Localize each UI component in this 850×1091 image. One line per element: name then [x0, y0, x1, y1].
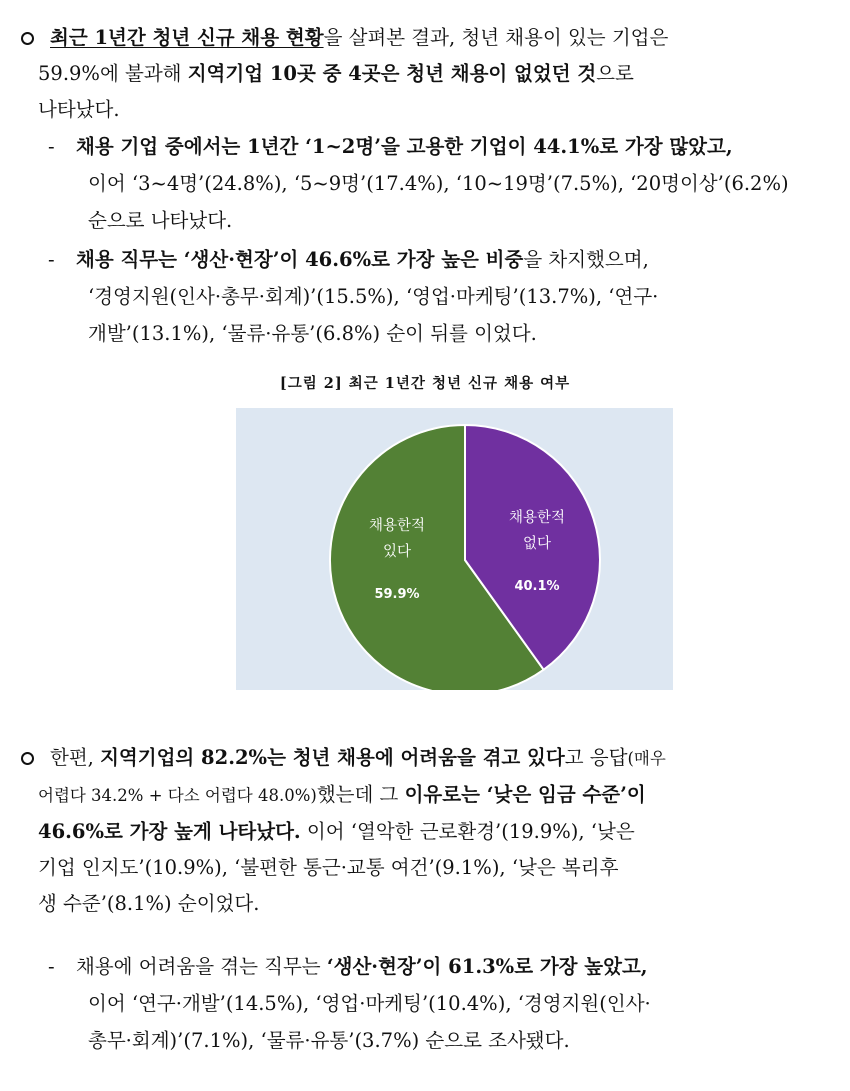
body-text: (매우: [627, 749, 666, 768]
slice-value-label: 40.1%: [514, 579, 560, 594]
highlight-text: 청년 채용이 없었던 것: [406, 62, 597, 85]
slice-label: 없다: [522, 536, 552, 552]
body-text: 한편,: [50, 746, 101, 769]
body-text: 순으로 나타났다.: [88, 209, 233, 232]
pie-chart: [236, 408, 673, 690]
slice-label: 채용한적: [368, 518, 426, 534]
circle-bullet-icon: [16, 20, 38, 56]
body-text: 개발’(13.1%), ‘물류·유통’(6.8%) 순이 뒤를 이었다.: [88, 322, 537, 345]
circle-bullet-icon: [16, 740, 38, 776]
dash-bullet: -: [48, 248, 55, 271]
highlight-text: 이유로는 ‘낮은 임금 수준’이: [404, 783, 646, 806]
paragraph-hiring-difficulty: [16, 740, 836, 922]
dash-bullet: -: [48, 135, 55, 158]
pie-chart-figure: [236, 408, 673, 690]
slice-label: 있다: [382, 544, 412, 560]
sub-item-hiring-jobs: [48, 241, 838, 352]
paragraph-youth-hiring-status: [16, 20, 836, 128]
sub-item-hiring-count: [48, 128, 838, 239]
body-text: 이어 ‘열악한 근로환경’(19.9%), ‘낮은: [300, 820, 635, 843]
body-text: 고 응답: [564, 746, 628, 769]
body-text: 채용에 어려움을 겪는 직무는: [76, 955, 327, 978]
highlight-text: 최근 1년간 청년 신규 채용 현황: [50, 26, 324, 49]
highlight-text: 지역기업 10곳 중 4곳은: [187, 62, 407, 85]
highlight-text: ‘생산·현장’이 61.3%로 가장 높았고,: [326, 955, 648, 978]
body-text: ‘경영지원(인사·총무·회계)’(15.5%), ‘영업·마케팅’(13.7%), ‘연구·: [88, 285, 659, 308]
body-text: 으로: [596, 62, 634, 85]
body-text: 을 차지했으며,: [523, 248, 649, 271]
body-text: 59.9%에 불과해: [38, 62, 188, 85]
highlight-text: 지역기업의 82.2%는 청년 채용에 어려움을 겪고 있다: [100, 746, 565, 769]
sub-item-difficult-jobs: [48, 948, 838, 1059]
highlight-text: 46.6%로 가장 높게 나타났다.: [38, 820, 301, 843]
body-text: 했는데 그: [316, 783, 405, 806]
body-text: 기업 인지도’(10.9%), ‘불편한 통근·교통 여건’(9.1%), ‘낮은 복리후: [38, 856, 619, 879]
slice-label: 채용한적: [508, 510, 566, 526]
body-text: 을 살펴본 결과, 청년 채용이 있는 기업은: [323, 26, 669, 49]
highlight-text: 채용 직무는 ‘생산·현장’이 46.6%로 가장 높은 비중: [76, 248, 524, 271]
body-text: 이어 ‘3~4명’(24.8%), ‘5~9명’(17.4%), ‘10~19명’(7.5%), ‘20명이상’(6.2%): [88, 172, 789, 195]
body-text: 어렵다 34.2% + 다소 어렵다 48.0%): [38, 786, 317, 805]
dash-bullet: -: [48, 955, 55, 978]
figure-caption: [그림 2] 최근 1년간 청년 신규 채용 여부: [279, 375, 571, 392]
body-text: 총무·회계)’(7.1%), ‘물류·유통’(3.7%) 순으로 조사됐다.: [88, 1029, 570, 1052]
slice-value-label: 59.9%: [374, 587, 420, 602]
highlight-text: 채용 기업 중에서는 1년간 ‘1~2명’을 고용한 기업이 44.1%로 가장 많았고,: [76, 135, 733, 158]
body-text: 이어 ‘연구·개발’(14.5%), ‘영업·마케팅’(10.4%), ‘경영지원(인사·: [88, 992, 651, 1015]
body-text: 생 수준’(8.1%) 순이었다.: [38, 892, 260, 915]
body-text: 나타났다.: [38, 98, 120, 121]
